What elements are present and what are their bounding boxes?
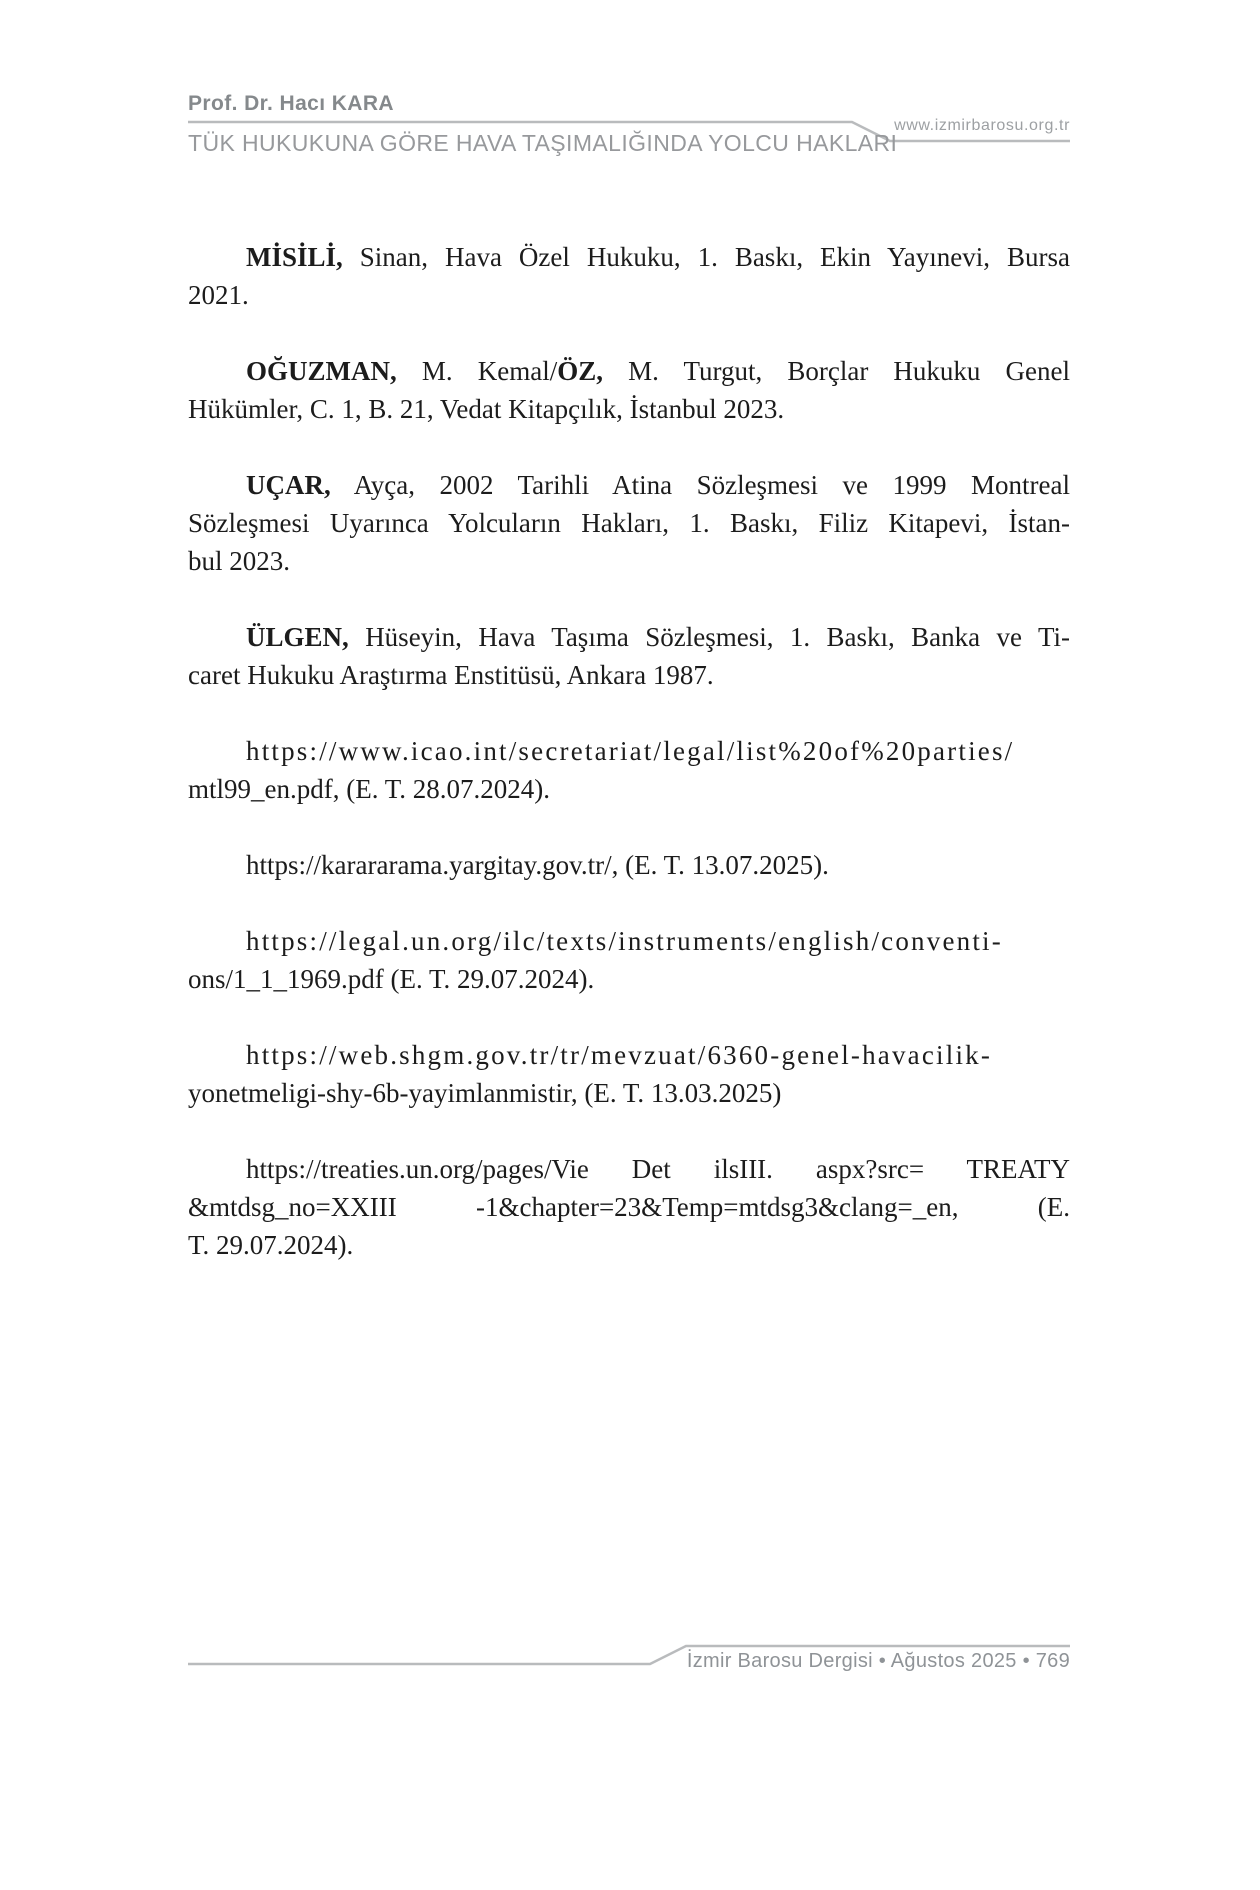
- bib-author-bold: UÇAR,: [246, 470, 331, 500]
- website-url: www.izmirbarosu.org.tr: [894, 117, 1070, 134]
- text-segment: &mtdsg_no=XXIII -1&chapter=23&Temp=mtdsg3&clang=_en, (E.: [188, 1192, 1070, 1222]
- text-segment: bul 2023.: [188, 546, 291, 576]
- bib-line: [188, 542, 1070, 580]
- bib-paragraph: [188, 1150, 1070, 1264]
- bib-line: [188, 770, 1070, 808]
- bib-line: [188, 960, 1070, 998]
- text-segment: ons/1_1_1969.pdf (E. T. 29.07.2024).: [188, 964, 595, 994]
- text-segment: Ayça, 2002 Tarihli Atina Sözleşmesi ve 1999 Montreal: [330, 470, 1070, 500]
- text-segment: Sözleşmesi Uyarınca Yolcuların Hakları, 1. Baskı, Filiz Kitapevi, İstan-: [188, 508, 1070, 538]
- text-segment: M. Turgut, Borçlar Hukuku Genel: [602, 356, 1070, 386]
- text-segment: https://www.icao.int/secretariat/legal/list%20of%20parties/: [246, 736, 1015, 766]
- bib-author-bold: MİSİLİ,: [246, 242, 343, 272]
- bib-line: [188, 618, 1070, 656]
- bib-line: [188, 390, 1070, 428]
- bib-author-bold: OĞUZMAN,: [246, 356, 397, 386]
- text-segment: M. Kemal/: [396, 356, 558, 386]
- text-segment: caret Hukuku Araştırma Enstitüsü, Ankara 1987.: [188, 660, 714, 690]
- bib-paragraph: [188, 1036, 1070, 1112]
- text-segment: https://web.shgm.gov.tr/tr/mevzuat/6360-genel-havacilik-: [246, 1040, 993, 1070]
- bib-line: [188, 1188, 1070, 1226]
- bib-line: [188, 238, 1070, 276]
- bib-line: [188, 732, 1070, 770]
- bib-paragraph: [188, 732, 1070, 808]
- bib-paragraph: [188, 618, 1070, 694]
- bib-paragraph: [188, 846, 1070, 884]
- text-segment: https://karararama.yargitay.gov.tr/, (E. T. 13.07.2025).: [246, 850, 829, 880]
- text-segment: yonetmeligi-shy-6b-yayimlanmistir, (E. T. 13.03.2025): [188, 1078, 782, 1108]
- bib-line: [188, 276, 1070, 314]
- bib-line: [188, 1226, 1070, 1264]
- bib-line: [188, 504, 1070, 542]
- bib-author-bold: ÖZ,: [557, 356, 603, 386]
- text-segment: https://treaties.un.org/pages/Vie Det ilsIII. aspx?src= TREATY: [246, 1154, 1070, 1184]
- bibliography: [188, 238, 1070, 1264]
- bib-line: [188, 352, 1070, 390]
- text-segment: T. 29.07.2024).: [188, 1230, 354, 1260]
- author-name: Prof. Dr. Hacı KARA: [188, 92, 394, 115]
- bib-line: [188, 656, 1070, 694]
- text-segment: Sinan, Hava Özel Hukuku, 1. Baskı, Ekin Yayınevi, Bursa: [342, 242, 1070, 272]
- bib-line: [188, 1036, 1070, 1074]
- bib-paragraph: [188, 352, 1070, 428]
- text-segment: https://legal.un.org/ilc/texts/instruments/english/conventi-: [246, 926, 1003, 956]
- bib-paragraph: [188, 238, 1070, 314]
- text-segment: 2021.: [188, 280, 249, 310]
- journal-info: İzmir Barosu Dergisi • Ağustos 2025 • 769: [686, 1650, 1070, 1672]
- bib-line: [188, 922, 1070, 960]
- bib-author-bold: ÜLGEN,: [246, 622, 349, 652]
- text-segment: mtl99_en.pdf, (E. T. 28.07.2024).: [188, 774, 550, 804]
- bib-line: [188, 846, 1070, 884]
- text-segment: Hüseyin, Hava Taşıma Sözleşmesi, 1. Baskı, Banka ve Ti-: [348, 622, 1070, 652]
- bib-paragraph: [188, 922, 1070, 998]
- article-title: TÜK HUKUKUNA GÖRE HAVA TAŞIMALIĞINDA YOLCU HAKLARI: [188, 130, 898, 156]
- text-segment: Hükümler, C. 1, B. 21, Vedat Kitapçılık, İstanbul 2023.: [188, 394, 785, 424]
- bib-paragraph: [188, 466, 1070, 580]
- bib-line: [188, 466, 1070, 504]
- bib-line: [188, 1074, 1070, 1112]
- bib-line: [188, 1150, 1070, 1188]
